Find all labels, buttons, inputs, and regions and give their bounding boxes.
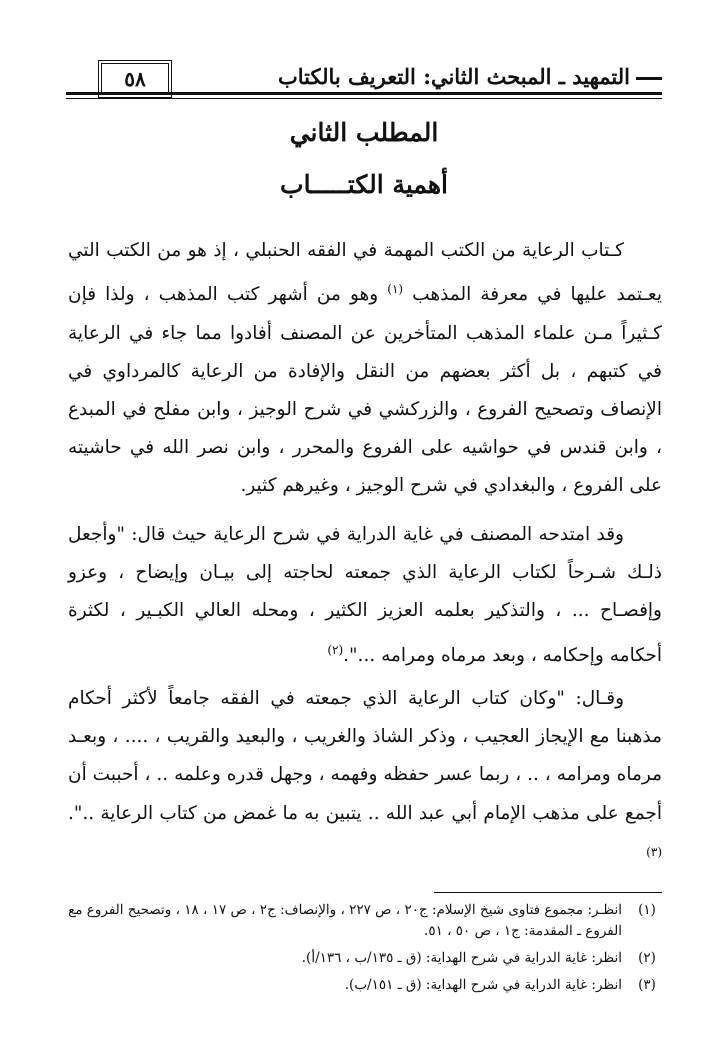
paragraph-2-text: وقد امتدحه المصنف في غاية الدراية في شرح الرعاية حيث قال: "وأجعل ذلـك شـرحاً لكتاب الرعاية الذي جمعته لحاجته إلى بيـان وإيضاح ، وعزو وإفصـاح ... ، والتذكير بعلمه العزيز الكثير ، ومحله العالي الكبـير ، لكثرة أحكامه وإحكامه ، وبعد مرماه ومرامه ...". (68, 524, 662, 666)
footnote-ref-2: (٢) (327, 642, 344, 657)
footnote-number: (١) (638, 902, 656, 918)
header-rule (66, 92, 662, 95)
footnote-number: (٢) (638, 950, 656, 966)
footnote-2 (66, 948, 662, 969)
section-subheading: أهمية الكتـــــاب (280, 170, 448, 199)
footnotes (66, 900, 662, 1002)
header-title (278, 64, 662, 89)
footnote-3 (66, 975, 662, 996)
paragraph-3 (68, 680, 662, 877)
header-rule-thin (66, 98, 662, 99)
footnote-ref-3: (٣) (646, 844, 662, 859)
footnote-text: انظر: غاية الدراية في شرح الهداية: (ق ـ ١٣٥/ب ، ١٣٦/أ). (301, 950, 622, 966)
paragraph-1 (68, 232, 662, 506)
paragraph-1-text: كـتاب الرعاية من الكتب المهمة في الفقه الحنبلي ، إذ هو من الكتب التي يعـتمد عليها في معرفة المذهب (68, 240, 662, 306)
header-dash (636, 77, 662, 80)
footnote-ref-1: (١) (387, 282, 404, 297)
paragraph-1-text-cont: وهو من أشهر كتب المذهب ، ولذا فإن كـثيراً مـن علماء المذهب المتأخرين عن المصنف أفادوا مما جاء في الرعاية في كتبهم ، بل أكثر بعضهم من النقل والإفادة من الرعاية كالمرداوي في الإنصاف وتصحيح الفروع ، والزركشي في شرح الوجيز ، وابن مفلح في المبدع ، وابن قندس في حواشيه على الفروع والمحرر ، وابن نصر الله في حاشيته على الفروع ، والبغدادي في شرح الوجيز ، وغيرهم كثير. (68, 284, 662, 497)
footnote-text: انظـر: مجموع فتاوى شيخ الإسلام: ج٢٠ ، ص ٢٢٧ ، والإنصاف: ج٢ ، ص ١٧ ، ١٨ ، وتصحيح الفروع مع الفروع ـ المقدمة: ج١ ، ص ٥٠ ، ٥١. (68, 902, 622, 939)
footnote-separator (434, 892, 662, 893)
footnote-text: انظر: غاية الدراية في شرح الهداية: (ق ـ ١٥١/ب). (344, 977, 622, 993)
section-heading: المطلب الثاني (289, 118, 439, 147)
paragraph-3-text: وقـال: "وكان كتاب الرعاية الذي جمعته في الفقه جامعاً لأكثر أحكام مذهبنا مع الإيجاز العجيب ، وذكر الشاذ والغريب ، والبعيد والقريب ، .... ، وبعـد مرماه ومرامه ، .. ، ربما عسر حفظه وفهمه ، وجهل قدره وعلمه .. ، أحببت أن أجمع على مذهب الإمام أبي عبد الله .. يتبين به ما غمض من كتاب الرعاية ..". (68, 688, 662, 824)
footnote-number: (٣) (638, 977, 656, 993)
paragraph-2 (68, 516, 662, 675)
page-number: ٥٨ (98, 60, 172, 98)
footnote-1 (66, 900, 662, 942)
header-title-text: التمهيد ـ المبحث الثاني: التعريف بالكتاب (277, 64, 630, 89)
running-header (66, 56, 662, 100)
